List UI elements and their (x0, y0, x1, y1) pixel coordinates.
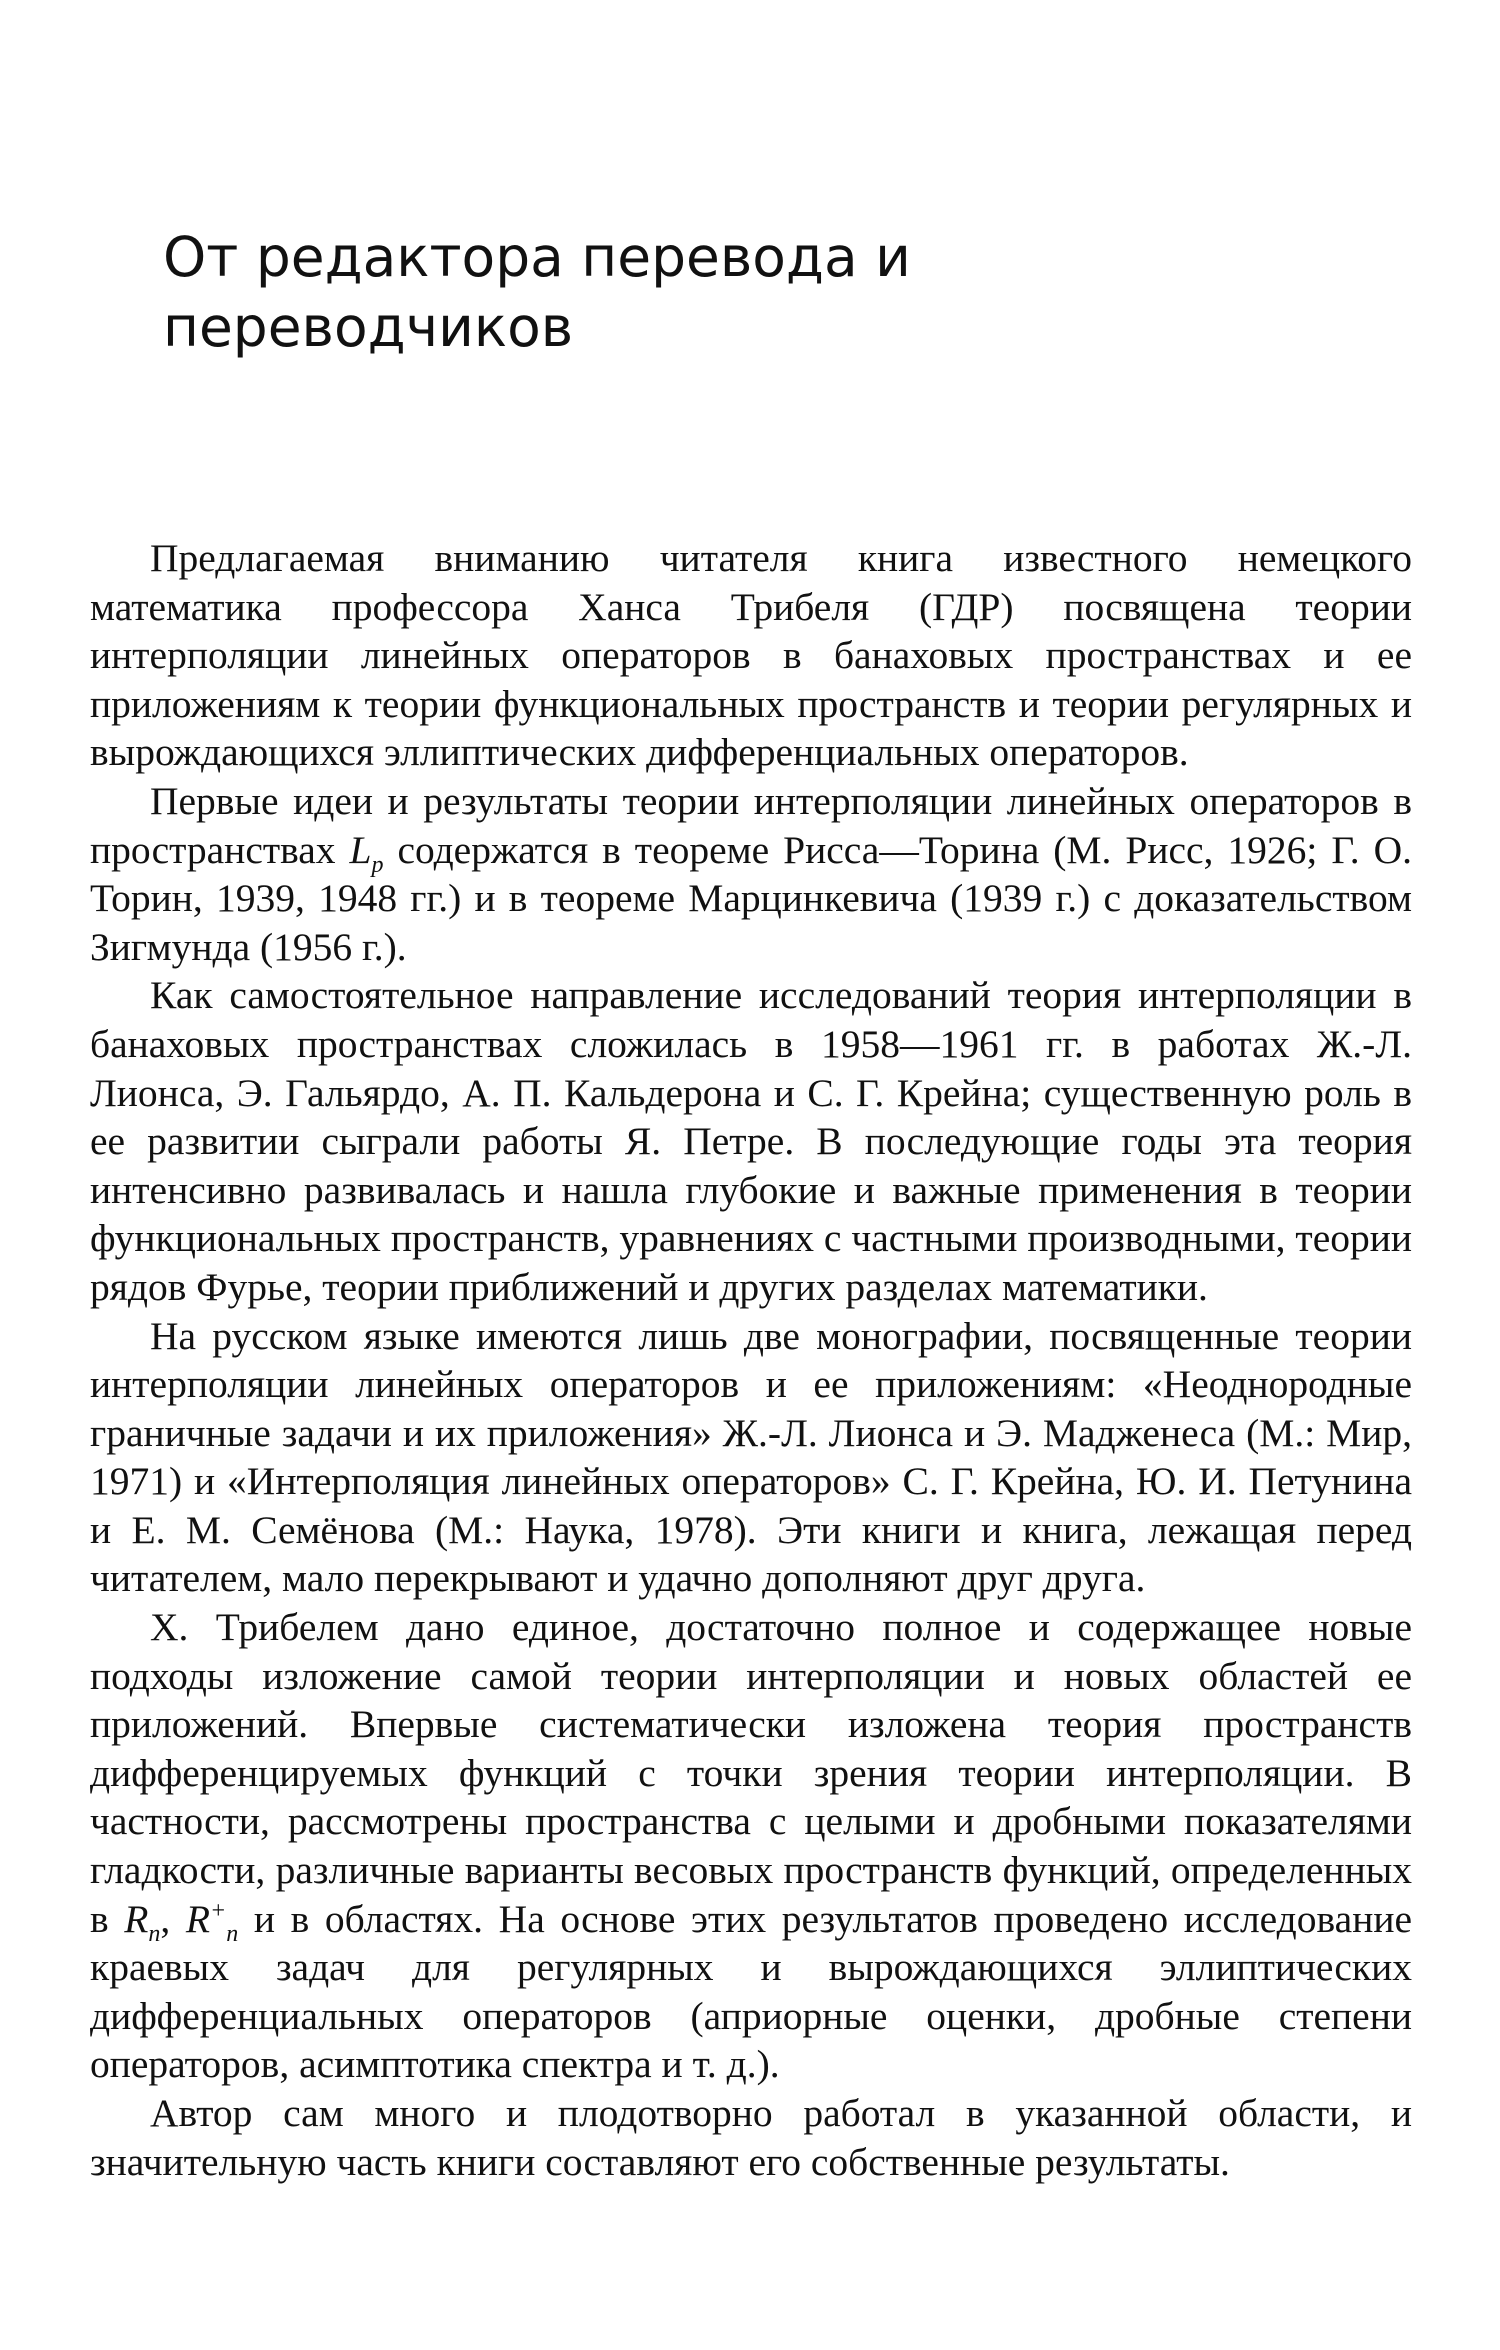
page-title-line-1: От редактора перевода и (163, 225, 911, 289)
paragraph-monographs: На русском языке имеются лишь две монографии, посвященные теории интерполяции линейных операторов и ее приложениям: «Неоднородные граничные задачи и их приложения» Ж.-Л. Лионса и Э. Мадженеса (М.: Мир, 1971) и «Интерполяция линейных операторов» С. Г. Крейна, Ю. И. Петунина и Е. М. Семёнова (М.: Наука, 1978). Эти книги и книга, лежащая перед читателем, мало перекрывают и удачно дополняют друг друга. (90, 1313, 1412, 1601)
paragraph-contribution-part-1: Х. Трибелем дано единое, достаточно полное и содержащее новые подходы изложение самой теории интерполяции и новых областей ее приложений. Впервые систематически изложена теория пространств дифференцируемых функций с точки зрения теории интерполяции. В частности, рассмотрены пространства с целыми и дробными показателями гладкости, различные варианты весовых пространств функций, определенных в (90, 1605, 1412, 1941)
paragraph-history: Как самостоятельное направление исследований теория интерполяции в банаховых пространствах сложилась в 1958—1961 гг. в работах Ж.-Л. Лионса, Э. Гальярдо, А. П. Кальдерона и С. Г. Крейна; существенную роль в ее развитии сыграли работы Я. Петре. В последующие годы эта теория интенсивно развивалась и нашла глубокие и важные применения в теории функциональных пространств, уравнениях с частными производными, теории рядов Фурье, теории приближений и других разделах математики. (90, 973, 1412, 1309)
formula-rn-plus-base: R (185, 1896, 211, 1941)
formula-rn (124, 1896, 161, 1947)
formula-rn-base: R (124, 1896, 149, 1941)
page-title (163, 222, 1163, 362)
formula-rn-plus-subscript: n (226, 1920, 239, 1947)
paragraph-author-results: Автор сам много и плодотворно работал в указанной области, и значительную часть книги составляют его собственные результаты. (90, 2091, 1412, 2184)
paragraph-intro: Предлагаемая вниманию читателя книга известного немецкого математика профессора Ханса Трибеля (ГДР) посвящена теории интерполяции линейных операторов в банаховых пространствах и ее приложениям к теории функциональных пространств и теории регулярных и вырождающихся эллиптических дифференциальных операторов. (90, 536, 1412, 775)
paragraph-contribution-part-2: и в областях. На основе этих результатов проведено исследование краевых задач для регулярных и вырождающихся эллиптических дифференциальных операторов (априорные оценки, дробные степени операторов, асимптотика спектра и т. д.). (90, 1896, 1413, 2087)
formula-separator: , (160, 1896, 186, 1941)
paragraph-first-ideas-part-2: содержатся в теореме Рисса—Торина (М. Рисс, 1926; Г. О. Торин, 1939, 1948 гг.) и в теореме Марцинкевича (1939 г.) с доказательством Зигмунда (1956 г.). (90, 827, 1412, 969)
paragraph-triebel-contribution (90, 1603, 1412, 2089)
formula-lp (349, 827, 384, 878)
formula-rn-plus-superscript: + (210, 1897, 227, 1924)
formula-rn-subscript: n (148, 1920, 161, 1947)
paragraph-first-ideas (90, 777, 1412, 971)
formula-lp-base: L (349, 827, 372, 872)
body-text (90, 534, 1412, 2186)
page-title-line-2: переводчиков (163, 295, 574, 359)
formula-rn-plus (185, 1896, 239, 1947)
paragraph-first-ideas-part-1: Первые идеи и результаты теории интерполяции линейных операторов в пространствах (90, 778, 1412, 872)
formula-lp-subscript: p (371, 851, 384, 878)
